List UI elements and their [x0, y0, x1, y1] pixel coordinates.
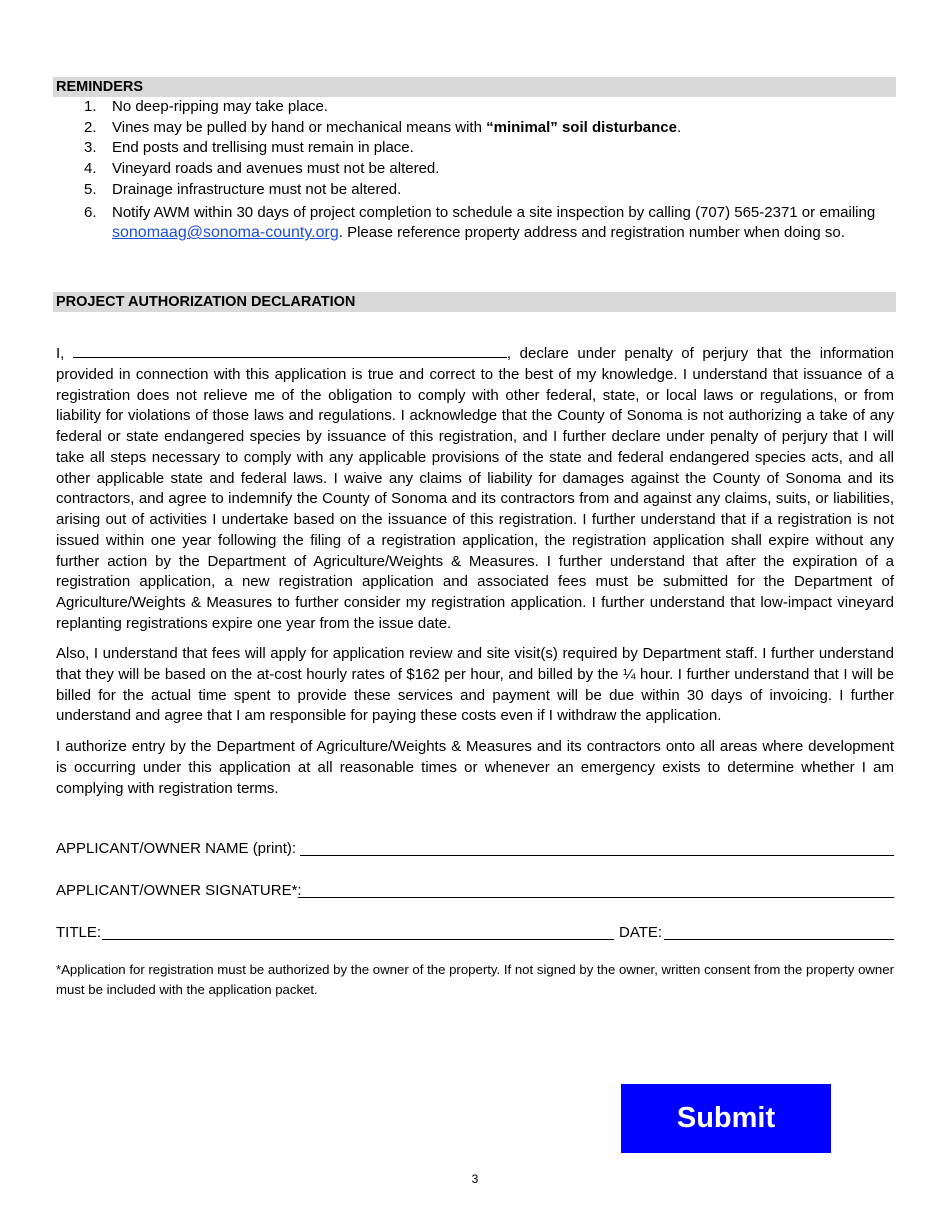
reminders-heading: REMINDERS — [53, 77, 896, 97]
declarant-name-line[interactable] — [73, 343, 507, 358]
list-number: 3. — [84, 139, 97, 157]
applicant-signature-label: APPLICANT/OWNER SIGNATURE*: — [56, 882, 302, 899]
declaration-paragraph-1 — [56, 343, 894, 635]
list-number: 1. — [84, 98, 97, 115]
list-text: End posts and trellising must remain in place. — [112, 139, 414, 157]
title-date-row — [56, 922, 894, 944]
applicant-signature-field[interactable] — [298, 897, 894, 898]
declaration-lead: I, — [56, 345, 65, 362]
list-item — [84, 118, 904, 139]
list-number: 2. — [84, 118, 97, 136]
applicant-name-field[interactable] — [300, 855, 894, 856]
title-field[interactable] — [102, 939, 614, 940]
list-item — [84, 97, 904, 118]
submit-button[interactable]: Submit — [621, 1084, 831, 1153]
list-text: Notify AWM within 30 days of project completion to schedule a site inspection by calling (707) 565-2371 or emailing — [112, 203, 876, 221]
list-item — [84, 203, 904, 244]
declaration-paragraph-2: Also, I understand that fees will apply for application review and site visit(s) required by Department staff. I further understand that they will be based on the at-cost hourly rates of $162 per hour, and billed by the ¼ hour. I further understand that I will be billed for the actual time spent to provide these services and payment will be due within 30 days of invoicing. I further understand and agree that I am responsible for paying these costs even if I withdraw the application. — [56, 645, 894, 725]
title-label: TITLE: — [56, 924, 102, 941]
date-field[interactable] — [664, 939, 894, 940]
list-text: . Please reference property address and registration number when doing so. — [338, 224, 845, 242]
date-label: DATE: — [619, 924, 663, 941]
list-text: Drainage infrastructure must not be altered. — [112, 180, 402, 198]
email-link[interactable]: sonomaag@sonoma-county.org — [112, 224, 339, 242]
reminders-list — [84, 97, 904, 244]
applicant-name-label: APPLICANT/OWNER NAME (print): — [56, 840, 297, 857]
declaration-text: , declare under penalty of perjury that the information provided in connection with this application is true and correct to the best of my knowledge. I understand that issuance of a registration does not relieve me of the obligation to comply with other federal, state, or local laws or regulations, or from liability for violations of those laws and regulations. I acknowledge that the County of Sonoma is not authorizing a take of any federal or state endangered species by issuance of this registration, and I further declare under penalty of perjury that I will take all steps necessary to comply with any applicable provisions of the state and federal endangered species acts, and all other applicable state and federal laws. I waive any claims of liability for damages against the County of Sonoma and its contractors, and agree to indemnify the County of Sonoma and its contractors from and against any claims, suits, or liabilities, arising out of activities I undertake based on the issuance of this registration. I further understand that if a registration is not issued within one year following the filing of a registration application, the registration application shall expire without any further action by the Department of Agriculture/Weights & Measures. I further understand that after the expiration of a registration application, a new registration application and associated fees must be submitted for the Department of Agriculture/Weights & Measures to further consider my registration application. I further understand that low-impact vineyard replanting registrations expire one year from the issue date. — [56, 345, 895, 632]
declaration-paragraph-3: I authorize entry by the Department of Agriculture/Weights & Measures and its contractors onto all areas where development is occurring under this application at all reasonable times or whenever an emergency exists to determine whether I am complying with registration terms. — [56, 738, 894, 797]
page-number: 3 — [471, 1172, 479, 1186]
list-text: . — [677, 118, 682, 136]
applicant-signature-row — [56, 880, 894, 902]
list-item — [84, 180, 904, 201]
list-text: Vineyard roads and avenues must not be altered. — [112, 160, 440, 178]
list-number: 6. — [84, 203, 97, 221]
declaration-heading: PROJECT AUTHORIZATION DECLARATION — [53, 292, 896, 312]
list-number: 5. — [84, 180, 97, 198]
list-item — [84, 159, 904, 180]
authorization-footnote: *Application for registration must be authorized by the owner of the property. If not signed by the owner, written consent from the property owner must be included with the application packet. — [56, 962, 894, 997]
list-number: 4. — [84, 160, 97, 178]
applicant-name-row — [56, 838, 894, 860]
list-text-bold: “minimal” soil disturbance — [486, 118, 677, 136]
list-text: No deep-ripping may take place. — [112, 98, 328, 115]
list-item — [84, 138, 904, 159]
list-text: Vines may be pulled by hand or mechanical means with — [112, 118, 487, 136]
